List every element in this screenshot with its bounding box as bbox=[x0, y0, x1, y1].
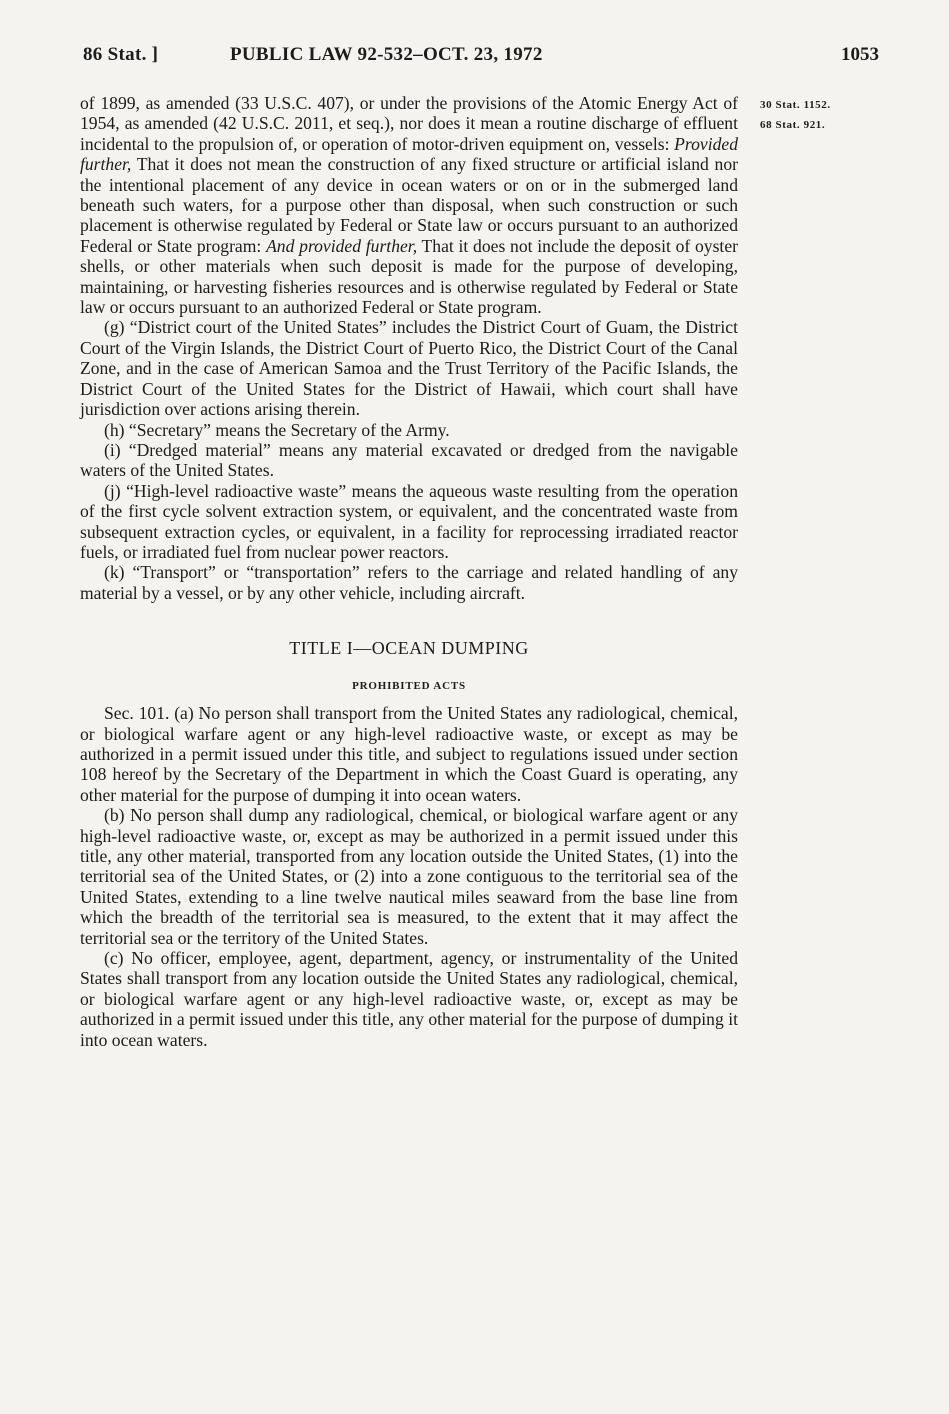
document-body bbox=[80, 93, 738, 1050]
paragraph-i: (i) “Dredged material” means any material excavated or dredged from the navigable waters of the United States. bbox=[80, 439, 738, 481]
page-number: 1053 bbox=[841, 44, 879, 65]
section-subheading: PROHIBITED ACTS bbox=[352, 680, 466, 693]
margin-note: 68 Stat. 921. bbox=[760, 119, 826, 131]
paragraph-g: (g) “District court of the United States” includes the District Court of Guam, the District Court of the Virgin Islands, the District Court of Puerto Rico, the District Court of the Canal Zone, and in the case of American Samoa and the Trust Territory of the Pacific Islands, the District Court of the United States for the District of Hawaii, which court shall have jurisdiction over actions arising therein. bbox=[80, 317, 738, 420]
section-101-c: (c) No officer, employee, agent, department, agency, or instrumentality of the United States shall transport from any location outside the United States any radiological, chemical, or biological warfare agent or any high-level radioactive waste, or, except as may be authorized in a permit issued under this title, any other material for the purpose of dumping it into ocean waters. bbox=[80, 948, 738, 1050]
margin-notes bbox=[760, 95, 910, 135]
public-law-citation: PUBLIC LAW 92-532–OCT. 23, 1972 bbox=[230, 44, 543, 65]
text-run: of 1899, as amended (33 U.S.C. 407), or under the provisions of the Atomic Energy Act of 1954, as amended (42 U.S.C. 2011, et seq.), nor does it mean a routine discharge of effluent incidental to the propulsion of, or operation of motor-driven equipment on, vessels: bbox=[80, 93, 738, 154]
paragraph-f-continued bbox=[80, 93, 738, 317]
paragraph-k: (k) “Transport” or “transportation” refers to the carriage and related handling of any material by a vessel, or by any other vehicle, including aircraft. bbox=[80, 562, 738, 603]
statute-volume: 86 Stat. ] bbox=[83, 44, 159, 65]
margin-note: 30 Stat. 1152. bbox=[760, 99, 831, 111]
italic-proviso: And provided further, bbox=[266, 235, 418, 256]
title-heading: TITLE I—OCEAN DUMPING bbox=[289, 638, 529, 659]
section-101-a: Sec. 101. (a) No person shall transport from the United States any radiological, chemical, or biological warfare agent or any high-level radioactive waste, or except as may be authorized in a permit issued under this title, and subject to regulations issued under section 108 hereof by the Secretary of the Department in which the Coast Guard is operating, any other material for the purpose of dumping it into ocean waters. bbox=[80, 703, 738, 805]
italic-proviso: Provided further, bbox=[80, 133, 738, 175]
page-header bbox=[83, 44, 879, 72]
paragraph-h: (h) “Secretary” means the Secretary of the Army. bbox=[104, 419, 450, 440]
paragraph-j: (j) “High-level radioactive waste” means the aqueous waste resulting from the operation of the first cycle solvent extraction system, or equivalent, and the concentrated waste from subsequent extraction cycles, or equivalent, in a facility for reprocessing irradiated reactor fuels, or irradiated fuel from nuclear power reactors. bbox=[80, 480, 738, 562]
text-run: That it does not mean the construction of any fixed structure or artificial island nor the intentional placement of any device in ocean waters or on or in the submerged land beneath such waters, for a purpose other than disposal, when such construction or such placement is otherwise regulated by Federal or State law or occurs pursuant to an authorized Federal or State program: bbox=[80, 154, 738, 256]
text-run: That it does not include the deposit of oyster shells, or other materials when such deposit is made for the purpose of developing, maintaining, or harvesting fisheries resources and is otherwise regulated by Federal or State law or occurs pursuant to an authorized Federal or State program. bbox=[80, 235, 738, 318]
section-101-b: (b) No person shall dump any radiological, chemical, or biological warfare agent or any high-level radioactive waste, or, except as may be authorized in a permit issued under this title, any other material, transported from any location outside the United States, (1) into the territorial sea of the United States, or (2) into a zone contiguous to the territorial sea of the United States, extending to a line twelve nautical miles seaward from the base line from which the breadth of the territorial sea is measured, to the extent that it may affect the territorial sea or the territory of the United States. bbox=[80, 805, 738, 948]
